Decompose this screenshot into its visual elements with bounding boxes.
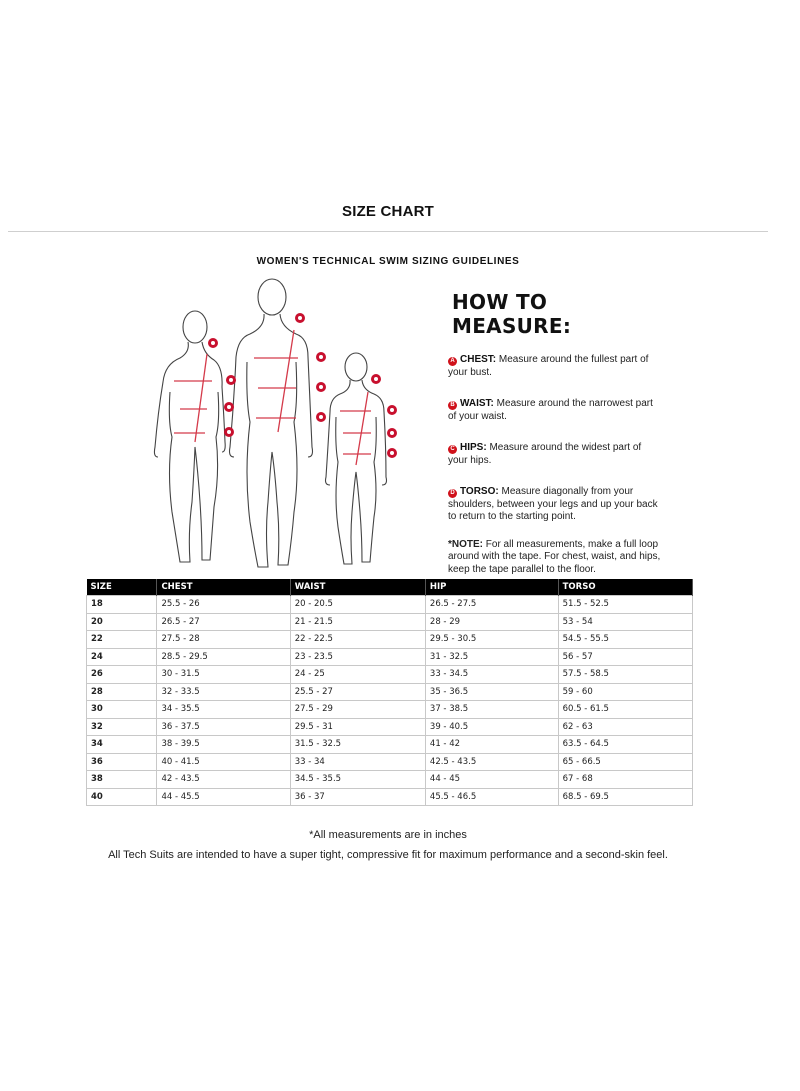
cell-hip: 26.5 - 27.5	[425, 596, 558, 614]
cell-hip: 44 - 45	[425, 771, 558, 789]
header-size: SIZE	[87, 579, 157, 596]
marker-d-icon: D	[448, 489, 457, 498]
note-text: For all measurements, make a full loop around with the tape. For chest, waist, and hips, keep the tape parallel to the floor.	[448, 538, 661, 575]
cell-hip: 37 - 38.5	[425, 701, 558, 719]
cell-size: 28	[87, 683, 157, 701]
cell-waist: 34.5 - 35.5	[290, 771, 425, 789]
cell-torso: 56 - 57	[558, 648, 692, 666]
cell-torso: 54.5 - 55.5	[558, 631, 692, 649]
cell-torso: 59 - 60	[558, 683, 692, 701]
page-title: SIZE CHART	[342, 203, 434, 220]
cell-hip: 45.5 - 46.5	[425, 788, 558, 806]
measure-label: TORSO:	[460, 486, 499, 497]
table-row	[87, 788, 693, 806]
cell-torso: 57.5 - 58.5	[558, 666, 692, 684]
cell-chest: 44 - 45.5	[157, 788, 290, 806]
measure-item-chest	[448, 354, 663, 379]
cell-waist: 21 - 21.5	[290, 613, 425, 631]
cell-waist: 24 - 25	[290, 666, 425, 684]
table-row	[87, 613, 693, 631]
cell-size: 32	[87, 718, 157, 736]
measure-text: Measure diagonally from your shoulders, between your legs and up your back to return to the starting point.	[448, 486, 658, 522]
cell-size: 20	[87, 613, 157, 631]
cell-size: 38	[87, 771, 157, 789]
cell-torso: 51.5 - 52.5	[558, 596, 692, 614]
marker-a-icon: A	[448, 357, 457, 366]
table-row	[87, 631, 693, 649]
table-row	[87, 683, 693, 701]
cell-torso: 68.5 - 69.5	[558, 788, 692, 806]
cell-chest: 25.5 - 26	[157, 596, 290, 614]
how-to-measure-panel	[448, 290, 663, 576]
cell-torso: 65 - 66.5	[558, 753, 692, 771]
cell-hip: 31 - 32.5	[425, 648, 558, 666]
cell-chest: 40 - 41.5	[157, 753, 290, 771]
cell-hip: 35 - 36.5	[425, 683, 558, 701]
cell-waist: 22 - 22.5	[290, 631, 425, 649]
cell-size: 34	[87, 736, 157, 754]
measure-text: Measure around the widest part of your hips.	[448, 442, 642, 466]
body-measurement-illustration	[150, 272, 425, 572]
cell-waist: 20 - 20.5	[290, 596, 425, 614]
title-divider	[8, 231, 768, 232]
cell-waist: 31.5 - 32.5	[290, 736, 425, 754]
cell-waist: 25.5 - 27	[290, 683, 425, 701]
size-table	[86, 579, 693, 806]
table-row	[87, 771, 693, 789]
cell-waist: 23 - 23.5	[290, 648, 425, 666]
cell-hip: 41 - 42	[425, 736, 558, 754]
measure-text: Measure around the fullest part of your bust.	[448, 354, 649, 378]
cell-chest: 34 - 35.5	[157, 701, 290, 719]
table-row	[87, 701, 693, 719]
cell-chest: 38 - 39.5	[157, 736, 290, 754]
note-label: *NOTE:	[448, 538, 483, 550]
cell-chest: 36 - 37.5	[157, 718, 290, 736]
cell-size: 18	[87, 596, 157, 614]
cell-size: 24	[87, 648, 157, 666]
figure-right	[326, 353, 387, 564]
cell-hip: 33 - 34.5	[425, 666, 558, 684]
table-header-row	[87, 579, 693, 596]
units-note: *All measurements are in inches	[309, 829, 467, 841]
cell-torso: 60.5 - 61.5	[558, 701, 692, 719]
cell-waist: 27.5 - 29	[290, 701, 425, 719]
section-subtitle: WOMEN'S TECHNICAL SWIM SIZING GUIDELINES	[256, 256, 520, 267]
cell-size: 22	[87, 631, 157, 649]
cell-torso: 63.5 - 64.5	[558, 736, 692, 754]
measure-label: CHEST:	[460, 354, 497, 365]
cell-chest: 42 - 43.5	[157, 771, 290, 789]
table-row	[87, 666, 693, 684]
table-row	[87, 596, 693, 614]
cell-waist: 36 - 37	[290, 788, 425, 806]
cell-chest: 26.5 - 27	[157, 613, 290, 631]
table-row	[87, 736, 693, 754]
measure-item-torso	[448, 486, 663, 524]
figure-left	[154, 311, 225, 562]
how-to-measure-heading: HOW TO MEASURE:	[452, 290, 572, 338]
table-row	[87, 718, 693, 736]
measure-label: HIPS:	[460, 442, 487, 453]
header-hip: HIP	[425, 579, 558, 596]
table-row	[87, 753, 693, 771]
cell-chest: 27.5 - 28	[157, 631, 290, 649]
header-chest: CHEST	[157, 579, 290, 596]
measure-label: WAIST:	[460, 398, 494, 409]
measure-item-waist	[448, 398, 663, 423]
header-waist: WAIST	[290, 579, 425, 596]
cell-hip: 29.5 - 30.5	[425, 631, 558, 649]
cell-hip: 28 - 29	[425, 613, 558, 631]
cell-size: 40	[87, 788, 157, 806]
header-torso: TORSO	[558, 579, 692, 596]
measure-item-hips	[448, 442, 663, 467]
cell-waist: 33 - 34	[290, 753, 425, 771]
cell-waist: 29.5 - 31	[290, 718, 425, 736]
cell-size: 26	[87, 666, 157, 684]
cell-size: 36	[87, 753, 157, 771]
measurement-note	[448, 539, 663, 577]
table-row	[87, 648, 693, 666]
marker-c-icon: C	[448, 445, 457, 454]
cell-size: 30	[87, 701, 157, 719]
cell-hip: 39 - 40.5	[425, 718, 558, 736]
cell-chest: 28.5 - 29.5	[157, 648, 290, 666]
cell-torso: 53 - 54	[558, 613, 692, 631]
cell-hip: 42.5 - 43.5	[425, 753, 558, 771]
cell-chest: 30 - 31.5	[157, 666, 290, 684]
cell-torso: 67 - 68	[558, 771, 692, 789]
measure-text: Measure around the narrowest part of your waist.	[448, 398, 653, 422]
cell-torso: 62 - 63	[558, 718, 692, 736]
cell-chest: 32 - 33.5	[157, 683, 290, 701]
fit-note: All Tech Suits are intended to have a super tight, compressive fit for maximum performance and a second-skin feel.	[108, 849, 668, 861]
marker-b-icon: B	[448, 401, 457, 410]
